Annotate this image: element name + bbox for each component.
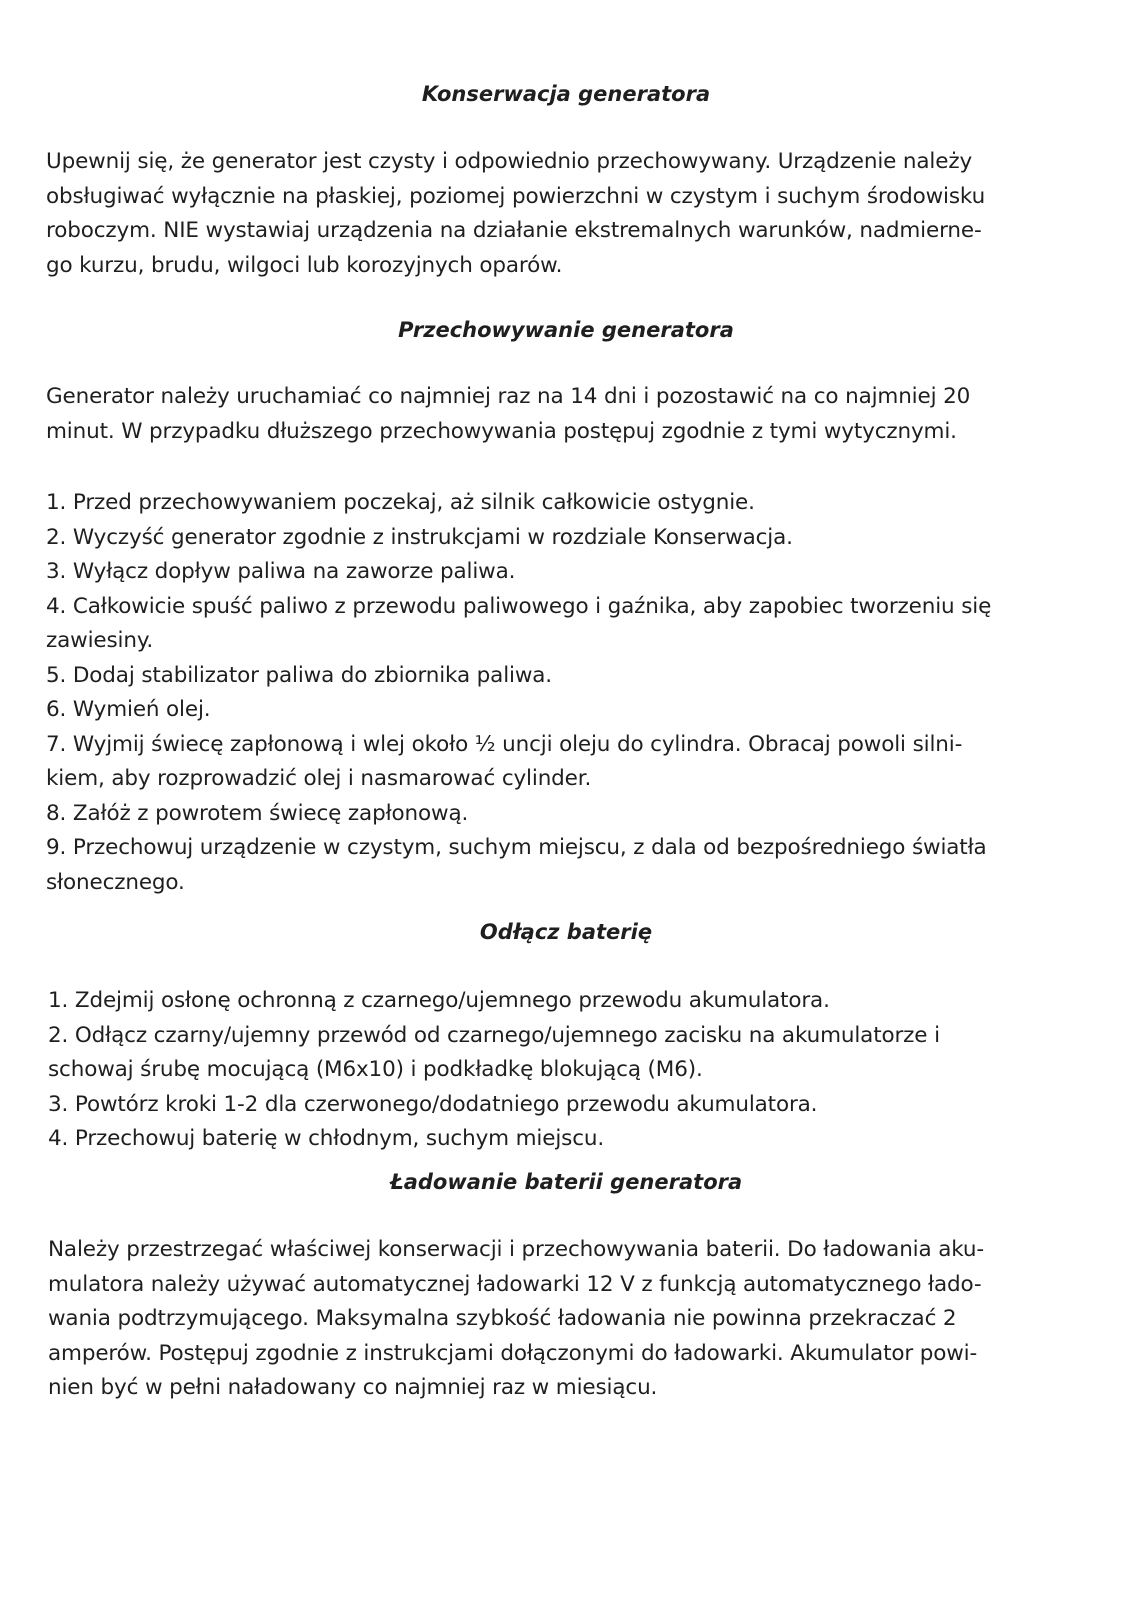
list-item: 4. Przechowuj baterię w chłodnym, suchym miejscu. [48, 1126, 605, 1151]
text-line: Należy przestrzegać właściwej konserwacji i przechowywania baterii. Do ładowania aku- [48, 1237, 984, 1262]
list-item: 8. Załóż z powrotem świecę zapłonową. [46, 800, 469, 826]
list-item: 3. Wyłącz dopływ paliwa na zaworze paliwa. [46, 559, 516, 584]
list-battery-steps [48, 984, 1088, 1157]
text-line: roboczym. NIE wystawiaj urządzenia na działanie ekstremalnych warunków, nadmierne- [46, 218, 982, 243]
paragraph-maintenance [46, 145, 1086, 283]
text-line: minut. W przypadku dłuższego przechowywania postępuj zgodnie z tymi wytycznymi. [46, 418, 957, 444]
heading-maintenance: Konserwacja generatora [421, 82, 711, 106]
text-line: nien być w pełni naładowany co najmniej raz w miesiącu. [48, 1375, 658, 1400]
list-item: 1. Przed przechowywaniem poczekaj, aż silnik całkowicie ostygnie. [46, 490, 755, 515]
paragraph-storage-intro [46, 380, 1086, 449]
list-item: zawiesiny. [46, 628, 154, 653]
list-item: słonecznego. [46, 869, 185, 895]
list-item: schowaj śrubę mocującą (M6x10) i podkładkę blokującą (M6). [48, 1057, 703, 1082]
list-item: 7. Wyjmij świecę zapłonową i wlej około ½ uncji oleju do cylindra. Obracaj powoli silni- [46, 731, 963, 757]
list-item: 1. Zdejmij osłonę ochronną z czarnego/ujemnego przewodu akumulatora. [48, 988, 830, 1013]
list-item: 3. Powtórz kroki 1-2 dla czerwonego/dodatniego przewodu akumulatora. [48, 1091, 818, 1117]
text-line: go kurzu, brudu, wilgoci lub korozyjnych oparów. [46, 252, 563, 278]
text-line: Generator należy uruchamiać co najmniej raz na 14 dni i pozostawić na co najmniej 20 [46, 384, 971, 409]
heading-charging: Ładowanie baterii generatora [389, 1170, 743, 1194]
text-line: amperów. Postępuj zgodnie z instrukcjami dołączonymi do ładowarki. Akumulator powi- [48, 1340, 978, 1366]
list-item: 4. Całkowicie spuść paliwo z przewodu paliwowego i gaźnika, aby zapobiec tworzeniu się [46, 593, 992, 619]
text-line: obsługiwać wyłącznie na płaskiej, poziomej powierzchni w czystym i suchym środowisku [46, 183, 986, 209]
list-item: 5. Dodaj stabilizator paliwa do zbiornika paliwa. [46, 662, 552, 688]
list-storage-steps [46, 486, 1086, 900]
list-item: 2. Wyczyść generator zgodnie z instrukcjami w rozdziale Konserwacja. [46, 524, 793, 550]
list-item: 9. Przechowuj urządzenie w czystym, suchym miejscu, z dala od bezpośredniego światła [46, 835, 987, 860]
heading-battery: Odłącz baterię [479, 920, 653, 944]
list-item: kiem, aby rozprowadzić olej i nasmarować cylinder. [46, 766, 592, 791]
paragraph-charging [48, 1233, 1088, 1406]
text-line: wania podtrzymującego. Maksymalna szybkość ładowania nie powinna przekraczać 2 [48, 1306, 957, 1331]
list-item: 2. Odłącz czarny/ujemny przewód od czarnego/ujemnego zacisku na akumulatorze i [48, 1022, 940, 1048]
text-line: mulatora należy używać automatycznej ładowarki 12 V z funkcją automatycznego łado- [48, 1271, 982, 1297]
heading-storage: Przechowywanie generatora [398, 318, 734, 342]
list-item: 6. Wymień olej. [46, 697, 211, 722]
text-line: Upewnij się, że generator jest czysty i odpowiednio przechowywany. Urządzenie należy [46, 149, 973, 174]
